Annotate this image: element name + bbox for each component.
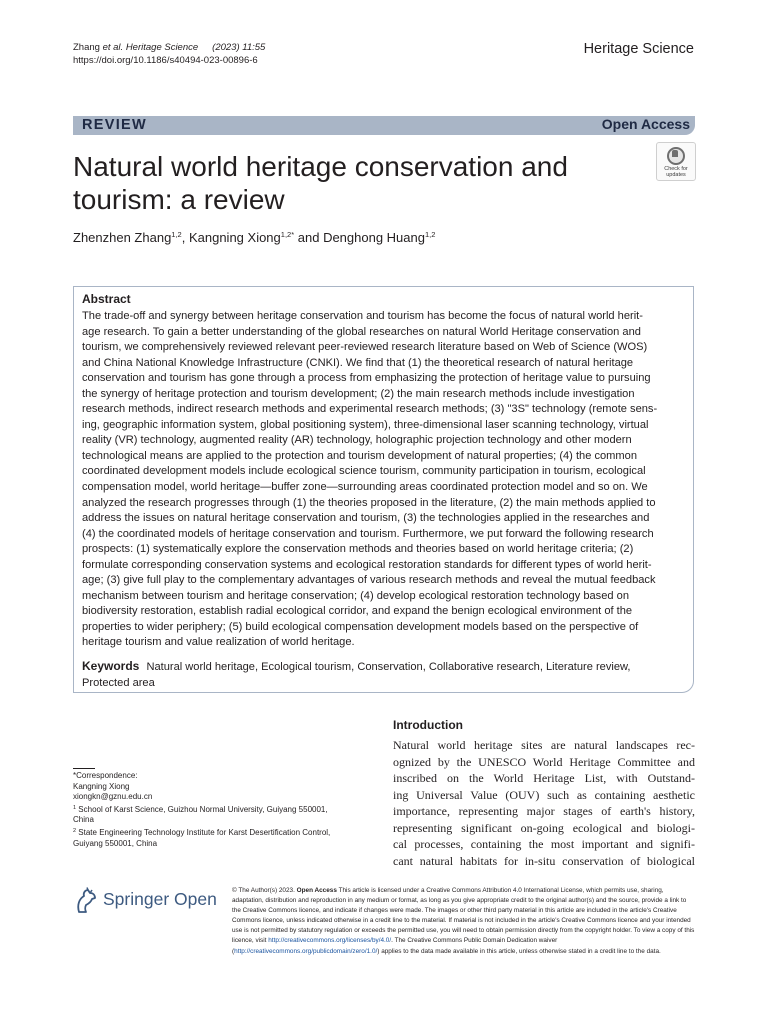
- abstract-text: [82, 309, 688, 651]
- author-affiliation: 1,2*: [280, 230, 295, 239]
- abstract-line: (4) the coordinated models of heritage conservation and tourism. Furthermore, we put forward the following research: [82, 527, 654, 540]
- author-affiliation: 1,2: [171, 230, 182, 239]
- keywords-text: Natural world heritage, Ecological tourism, Conservation, Collaborative research, Literature review,: [146, 661, 631, 673]
- author-affiliation: 1,2: [424, 230, 436, 239]
- article-type-label: REVIEW: [82, 117, 147, 133]
- affiliation-2: [73, 826, 363, 839]
- abstract-line: properties to wider periphery; (5) build ecological compensation development models based on the perspective of: [82, 620, 639, 633]
- keywords-label: Keywords: [82, 659, 140, 673]
- citation: [73, 41, 265, 67]
- article-type-banner: [73, 116, 695, 135]
- author-separator: and: [294, 230, 324, 245]
- abstract-line: biodiversity restoration, establish radial ecological corridor, and expand the benign ecological environment of the: [82, 605, 633, 618]
- intro-line: cal processes, containing the most important and signifi-: [393, 837, 695, 851]
- citation-volume: (2023) 11:55: [212, 42, 266, 53]
- copyright-notice: © The Author(s) 2023.: [232, 887, 297, 894]
- abstract-line: address the issues on natural heritage conservation and tourism, (3) the technologies applied in the researches and: [82, 512, 650, 525]
- abstract-line: and China National Knowledge Infrastructure (CNKI). We find that (1) the theoretical research of natural heritage: [82, 356, 634, 369]
- bookmark-icon: [667, 147, 685, 165]
- publisher-name-suffix: Open: [174, 889, 217, 909]
- affiliation-text: School of Karst Science, Guizhou Normal University, Guiyang 550001,: [76, 804, 328, 814]
- open-access-label: Open Access: [296, 887, 337, 894]
- springer-horse-icon: [73, 887, 99, 915]
- affiliation-1-cont: China: [73, 815, 94, 825]
- intro-line: representing significant on-going ecological and biologi-: [393, 820, 695, 835]
- abstract-line: heritage tourism and value realization of world heritage.: [82, 636, 355, 649]
- affiliation-2-cont: Guiyang 550001, China: [73, 838, 158, 848]
- updates-label: updates: [666, 172, 686, 178]
- correspondence-block: [73, 771, 363, 849]
- journal-name: Heritage Science: [583, 41, 694, 57]
- doi-link[interactable]: https://doi.org/10.1186/s40494-023-00896-6: [73, 55, 258, 66]
- author-list: [73, 230, 435, 245]
- abstract-line: compensation model, world heritage—buffer zone—surrounding areas coordinated protection model and so on. We: [82, 481, 648, 494]
- abstract-line: age; (3) give full play to the complementary advantages of various research methods and reveal the mutual feedback: [82, 574, 656, 587]
- intro-line: cant natural habitats for in-situ conservation of biological: [393, 853, 695, 868]
- publisher-name-main: Springer: [103, 889, 170, 909]
- citation-line: [73, 41, 265, 54]
- affiliation-text: State Engineering Technology Institute for Karst Desertification Control,: [76, 827, 331, 837]
- abstract-line: formulate corresponding conservation systems and ecological restoration standards for different types of world herit-: [82, 558, 652, 571]
- author-name[interactable]: Kangning Xiong: [188, 230, 281, 245]
- author-name[interactable]: Zhenzhen Zhang: [73, 230, 172, 245]
- open-access-label: Open Access: [601, 116, 690, 132]
- keywords: [82, 659, 688, 691]
- introduction-text: [393, 737, 695, 869]
- publisher-name: [103, 889, 217, 910]
- citation-author: Zhang: [73, 42, 103, 53]
- check-for-label: Check for: [664, 166, 688, 172]
- affiliation-number: 2: [73, 827, 77, 834]
- abstract-line: prospects: (1) systematically explore the conservation methods and theories based on world heritage criteria; (2): [82, 543, 634, 556]
- abstract-line: research methods, indirect research methods and experimental research methods; (3) "3S" technology (remote sens-: [82, 403, 658, 416]
- license-body: ) applies to the data made available in this article, unless otherwise stated in a credit line to the data.: [377, 947, 661, 955]
- abstract-line: mechanism between tourism and heritage conservation; (4) develop ecological restoration technology based on: [82, 589, 629, 602]
- author-name[interactable]: Denghong Huang: [323, 230, 425, 245]
- abstract-line: the synergy of heritage protection and tourism development; (2) the main research methods include investigation: [82, 387, 635, 400]
- intro-line: ing Universal Value (OUV) such as containing aesthetic: [393, 787, 695, 802]
- affiliation-1: [73, 803, 363, 816]
- correspondence-name: Kangning Xiong: [73, 781, 130, 791]
- abstract-line: reality (VR) technology, augmented reality (AR) technology, holographic projection technology and other modern: [82, 434, 632, 447]
- abstract-line: analyzed the research progresses through (1) the theories proposed in the literature, (2) the main methods applied to: [82, 496, 656, 509]
- keywords-line: Protected area: [82, 676, 155, 689]
- intro-line: inscribed on the World Heritage List, with Outstand-: [393, 771, 695, 785]
- keywords-line: [82, 659, 688, 676]
- license-link[interactable]: http://creativecommons.org/licenses/by/4.0/: [268, 937, 392, 945]
- introduction-heading: Introduction: [393, 718, 463, 732]
- license-text: [232, 886, 696, 957]
- affiliation-number: 1: [73, 804, 77, 811]
- abstract-line: coordinated development models include ecological science tourism, community participation in tourism, ecological: [82, 465, 646, 478]
- license-body: . The Creative Commons Public Domain Dedication waiver (: [232, 937, 558, 955]
- abstract-box: [73, 286, 694, 693]
- correspondence-email[interactable]: xiongkn@gznu.edu.cn: [73, 792, 153, 802]
- intro-line: importance, representing major stages of earth's history,: [393, 804, 695, 818]
- public-domain-link[interactable]: http://creativecommons.org/publicdomain/zero/1.0/: [234, 947, 378, 955]
- abstract-line: The trade-off and synergy between heritage conservation and tourism has become the focus of natural world herit-: [82, 310, 643, 322]
- check-for-updates-button[interactable]: [656, 142, 696, 181]
- citation-journal: et al. Heritage Science: [102, 42, 199, 53]
- abstract-heading: Abstract: [82, 292, 131, 306]
- abstract-line: technological means are applied to the protection and tourism development of natural properties; (4) the common: [82, 449, 638, 462]
- intro-line: Natural world heritage sites are natural landscapes rec-: [393, 738, 695, 752]
- abstract-line: ing, geographic information system, global positioning system), three-dimensional laser scanning technology, virtual: [82, 418, 649, 431]
- intro-line: ognized by the UNESCO World Heritage Committee and: [393, 754, 695, 769]
- abstract-line: conservation and tourism has gone through a process from emphasizing the protection of heritage value to pursuing: [82, 372, 651, 385]
- abstract-line: age research. To gain a better understanding of the global researches on natural World Heritage conservation and: [82, 325, 641, 338]
- license-body: This article is licensed under a Creative Commons Attribution 4.0 International License, which permits use, sharing, adaptation, distribution and reproduction in any medium or format, as long as you give appropriate credit to the original author(s) and the source, provide a link to the Creative Commons licence, and indicate if changes were made. The images or other third party material in this article are included in the article's Creative Commons licence, unless indicated otherwise in a credit line to the material. If material is not included in the article's Creative Commons licence and your intended use is not permitted by statutory regulation or exceeds the permitted use, you will need to obtain permission directly from the copyright holder. To view a copy of this licence, visit: [232, 887, 695, 945]
- author-separator: ,: [181, 230, 189, 245]
- correspondence-label: *Correspondence:: [73, 771, 138, 780]
- correspondence-divider: [73, 768, 95, 769]
- abstract-line: tourism, we comprehensively reviewed relevant peer-reviewed research literature based on Web of Science (WOS): [82, 341, 648, 354]
- article-title: Natural world heritage conservation and tourism: a review: [73, 151, 568, 215]
